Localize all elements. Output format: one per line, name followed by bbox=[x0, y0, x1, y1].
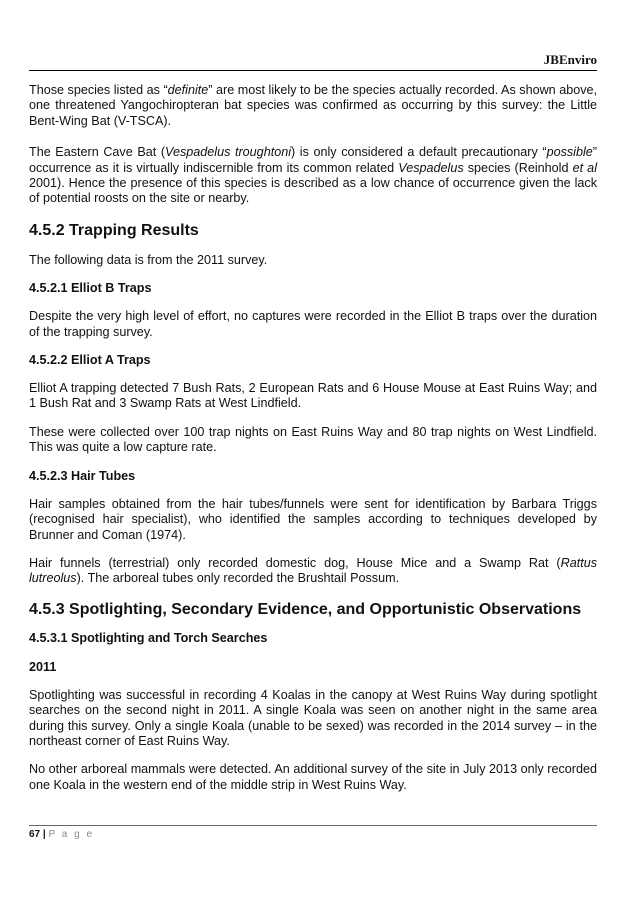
heading-trapping-results: 4.5.2 Trapping Results bbox=[29, 221, 199, 239]
heading-year-2011: 2011 bbox=[29, 659, 57, 674]
page-header bbox=[29, 50, 597, 71]
brand-logo-text: JBEnviro bbox=[543, 52, 597, 67]
paragraph-eastern-cave-bat: The Eastern Cave Bat (Vespadelus troughtoni) is only considered a default precautionary “possible” occurrence as it is virtually indiscernible from its common related Vespadelus species (Reinhold et al 2001). Hence the presence of this species is described as a low chance of occurrence given the lack of potential roosts on the site or nearby. bbox=[29, 145, 597, 206]
paragraph-elliot-a-trap-nights: These were collected over 100 trap nights on East Ruins Way and 80 trap nights on West Lindfield. This was quite a low capture rate. bbox=[29, 424, 597, 455]
paragraph-trapping-intro: The following data is from the 2011 survey. bbox=[29, 252, 268, 267]
heading-elliot-b-traps: 4.5.2.1 Elliot B Traps bbox=[29, 281, 152, 296]
page-footer bbox=[29, 829, 94, 840]
page-label: P a g e bbox=[48, 829, 95, 840]
heading-spotlighting-section: 4.5.3 Spotlighting, Secondary Evidence, and Opportunistic Observations bbox=[29, 600, 582, 618]
paragraph-elliot-b: Despite the very high level of effort, no captures were recorded in the Elliot B traps over the duration of the trapping survey. bbox=[29, 309, 597, 339]
paragraph-elliot-a-captures: Elliot A trapping detected 7 Bush Rats, 2 European Rats and 6 House Mouse at East Ruins Way; and 1 Bush Rat and 3 Swamp Rats at West Lindfield. bbox=[29, 381, 597, 411]
paragraph-no-other-arboreal: No other arboreal mammals were detected. An additional survey of the site in July 2013 only recorded one Koala in the western end of the middle strip in West Ruins Way. bbox=[29, 762, 597, 792]
footer-separator: | bbox=[42, 829, 46, 840]
paragraph-hair-funnels: Hair funnels (terrestrial) only recorded domestic dog, House Mice and a Swamp Rat (Rattus lutreolus). The arboreal tubes only recorded the Brushtail Possum. bbox=[29, 555, 597, 586]
heading-elliot-a-traps: 4.5.2.2 Elliot A Traps bbox=[29, 353, 151, 368]
paragraph-spotlighting-koalas: Spotlighting was successful in recording 4 Koalas in the canopy at West Ruins Way during spotlight searches on the second night in 2011. A single Koala was seen on another night in the same area during this survey. Only a single Koala (unable to be sexed) was recorded in the 2014 survey – in the northeast corner of East Ruins Way. bbox=[29, 687, 597, 748]
heading-spotlighting-torch: 4.5.3.1 Spotlighting and Torch Searches bbox=[29, 630, 268, 645]
document-body bbox=[29, 83, 597, 793]
paragraph-hair-samples: Hair samples obtained from the hair tubes/funnels were sent for identification by Barbara Triggs (recognised hair specialist), who identified the samples according to techniques developed by Brunner and Coman (1974). bbox=[29, 496, 597, 542]
heading-hair-tubes: 4.5.2.3 Hair Tubes bbox=[29, 468, 136, 483]
page-number: 67 bbox=[29, 829, 41, 840]
footer-divider bbox=[29, 825, 597, 826]
paragraph-definite-species: Those species listed as “definite” are most likely to be the species actually recorded. As shown above, one threatened Yangochiropteran bat species was confirmed as occurring by this survey: the Little Bent-Wing Bat (V-TSCA). bbox=[29, 83, 598, 128]
